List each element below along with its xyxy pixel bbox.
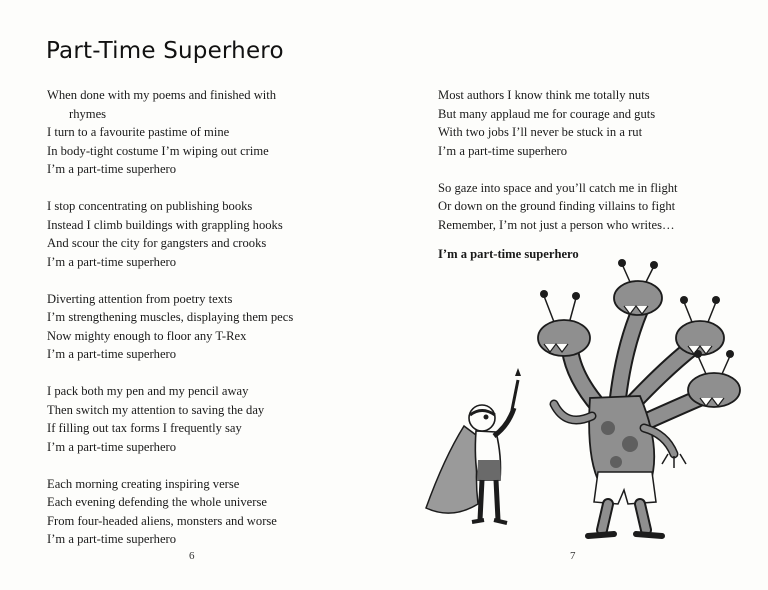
poem-line: Instead I climb buildings with grappling hooks <box>47 217 283 232</box>
superhero-figure <box>426 368 521 523</box>
poem-line: I’m strengthening muscles, displaying them pecs <box>47 310 294 324</box>
poem-line: I turn to a favourite pastime of mine <box>47 125 230 139</box>
final-refrain: I’m a part-time superhero <box>438 247 579 261</box>
poem-line: I pack both my pen and my pencil away <box>47 384 249 398</box>
illustration <box>404 258 766 548</box>
poem-line: So gaze into space and you’ll catch me in flight <box>438 180 678 195</box>
stanza <box>47 86 357 179</box>
poem-line: Each morning creating inspiring verse <box>47 476 240 491</box>
poem-line: Remember, I’m not just a person who writes… <box>438 217 675 232</box>
poem-line: I’m a part-time superhero <box>47 162 177 176</box>
poem-line: Or down on the ground finding villains to fight <box>438 199 676 213</box>
poem-line: With two jobs I’ll never be stuck in a rut <box>438 125 643 139</box>
page-number-left: 6 <box>189 550 195 562</box>
stanza <box>47 290 357 364</box>
poem-line: Now mighty enough to floor any T-Rex <box>47 328 247 343</box>
poem-line: I stop concentrating on publishing books <box>47 199 253 213</box>
poem-line: Then switch my attention to saving the day <box>47 402 265 417</box>
poem-line: Each evening defending the whole universe <box>47 495 267 509</box>
poem-line: rhymes <box>69 106 107 121</box>
poem-line: I’m a part-time superhero <box>47 254 177 269</box>
poem-line: I’m a part-time superhero <box>47 347 177 361</box>
poem-line: But many applaud me for courage and guts <box>438 106 656 121</box>
stanza <box>47 382 357 456</box>
poem-line: From four-headed aliens, monsters and worse <box>47 513 277 528</box>
poem-line: In body-tight costume I’m wiping out crime <box>47 143 269 158</box>
stanza <box>438 86 758 160</box>
left-poem-body <box>47 86 357 567</box>
poem-line: And scour the city for gangsters and crooks <box>47 236 267 250</box>
four-headed-alien <box>538 259 740 536</box>
poem-line: If filling out tax forms I frequently say <box>47 421 242 435</box>
page-number-right: 7 <box>570 550 576 562</box>
poem-line: I’m a part-time superhero <box>47 439 177 454</box>
poem-line: I’m a part-time superhero <box>47 532 177 546</box>
poem-line: I’m a part-time superhero <box>438 143 568 158</box>
poem-line: When done with my poems and finished with <box>47 88 277 102</box>
poem-line: Most authors I know think me totally nuts <box>438 88 650 102</box>
stanza <box>47 475 357 549</box>
stanza <box>438 179 758 235</box>
poem-title: Part-Time Superhero <box>46 38 284 64</box>
stanza <box>47 197 357 271</box>
right-poem-body <box>438 86 758 253</box>
right-page <box>384 0 768 590</box>
poem-line: Diverting attention from poetry texts <box>47 291 233 306</box>
